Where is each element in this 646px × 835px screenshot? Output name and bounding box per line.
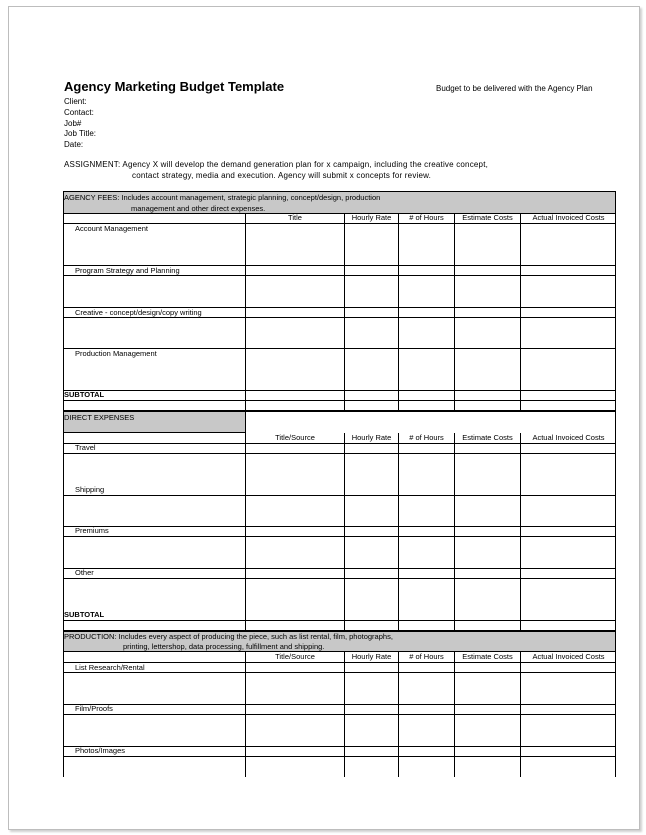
agency-fees-subtotal: SUBTOTAL <box>64 390 105 399</box>
col-estimate-costs: Estimate Costs <box>462 433 513 442</box>
grid-line <box>245 652 246 777</box>
col-hours: # of Hours <box>409 652 444 661</box>
grid-line <box>63 390 616 391</box>
col-actual-costs: Actual Invoiced Costs <box>532 213 605 222</box>
col-actual-costs: Actual Invoiced Costs <box>532 652 605 661</box>
grid-line <box>520 652 521 777</box>
grid-line <box>63 275 616 276</box>
col-hourly-rate: Hourly Rate <box>351 213 392 222</box>
grid-line <box>63 317 616 318</box>
grid-line <box>398 213 399 411</box>
row-program-strategy: Program Strategy and Planning <box>75 266 180 275</box>
col-hourly-rate: Hourly Rate <box>351 652 392 661</box>
row-photos-images: Photos/Images <box>75 746 126 755</box>
grid-line <box>63 536 616 537</box>
production-heading-1: PRODUCTION: Includes every aspect of producing the piece, such as list rental, film, photographs, <box>64 632 393 641</box>
grid-line <box>63 662 616 663</box>
job-number-label: Job# <box>64 119 82 128</box>
row-other: Other <box>75 568 94 577</box>
grid-line <box>63 453 616 454</box>
grid-line <box>520 433 521 631</box>
grid-line <box>63 348 616 349</box>
grid-line <box>398 433 399 631</box>
grid-line <box>63 714 616 715</box>
grid-line <box>344 652 345 777</box>
job-title-label: Job Title: <box>64 129 97 138</box>
grid-line <box>63 672 616 673</box>
grid-line <box>63 265 616 266</box>
grid-line <box>454 213 455 411</box>
col-estimate-costs: Estimate Costs <box>462 213 513 222</box>
production-heading-2: printing, lettershop, data processing, fulfillment and shipping. <box>123 642 325 651</box>
row-shipping: Shipping <box>75 485 105 494</box>
grid-line <box>63 568 616 569</box>
grid-line <box>63 578 616 579</box>
grid-line <box>63 652 64 777</box>
assignment-line-1: ASSIGNMENT: Agency X will develop the demand generation plan for x campaign, including the creative concept, <box>64 160 489 169</box>
grid-line <box>63 620 616 621</box>
grid-line <box>245 433 246 631</box>
grid-line <box>615 433 616 631</box>
agency-fees-table <box>63 191 616 411</box>
grid-line <box>615 213 616 411</box>
row-account-management: Account Management <box>75 224 148 233</box>
col-estimate-costs: Estimate Costs <box>462 652 513 661</box>
grid-line <box>398 652 399 777</box>
contact-label: Contact: <box>64 108 94 117</box>
direct-expenses-heading: DIRECT EXPENSES <box>64 413 135 422</box>
grid-line <box>344 433 345 631</box>
grid-line <box>615 652 616 777</box>
grid-line <box>63 307 616 308</box>
grid-line <box>344 213 345 411</box>
grid-line <box>63 443 616 444</box>
row-travel: Travel <box>75 443 96 452</box>
agency-fees-heading-2: management and other direct expenses. <box>131 204 266 213</box>
assignment-line-2: contact strategy, media and execution. Agency will submit x concepts for review. <box>132 171 432 180</box>
grid-line <box>245 213 246 411</box>
grid-line <box>63 746 616 747</box>
grid-line <box>63 213 64 411</box>
col-title: Title <box>288 213 302 222</box>
row-list-research: List Research/Rental <box>75 663 145 672</box>
row-creative: Creative - concept/design/copy writing <box>75 308 202 317</box>
date-label: Date: <box>64 140 84 149</box>
budget-note: Budget to be delivered with the Agency Plan <box>436 84 593 93</box>
grid-line <box>63 433 64 631</box>
col-hours: # of Hours <box>409 213 444 222</box>
production-table <box>63 631 616 778</box>
direct-expenses-table <box>63 411 616 631</box>
grid-line <box>63 495 616 496</box>
col-title-source: Title/Source <box>275 652 315 661</box>
grid-line <box>63 400 616 401</box>
direct-expenses-header-blank <box>245 411 616 433</box>
grid-line <box>63 756 616 757</box>
col-actual-costs: Actual Invoiced Costs <box>532 433 605 442</box>
col-hours: # of Hours <box>409 433 444 442</box>
agency-fees-heading-1: AGENCY FEES: Includes account management, strategic planning, concept/design, production <box>64 193 381 202</box>
grid-line <box>520 213 521 411</box>
grid-line <box>454 652 455 777</box>
grid-line <box>63 704 616 705</box>
direct-expenses-subtotal: SUBTOTAL <box>64 610 105 619</box>
client-label: Client: <box>64 97 87 106</box>
row-premiums: Premiums <box>75 526 109 535</box>
col-title-source: Title/Source <box>275 433 315 442</box>
grid-line <box>63 526 616 527</box>
grid-line <box>63 223 616 224</box>
col-hourly-rate: Hourly Rate <box>351 433 392 442</box>
grid-line <box>454 433 455 631</box>
row-production-management: Production Management <box>75 349 157 358</box>
page-title: Agency Marketing Budget Template <box>64 79 285 94</box>
row-film-proofs: Film/Proofs <box>75 704 113 713</box>
